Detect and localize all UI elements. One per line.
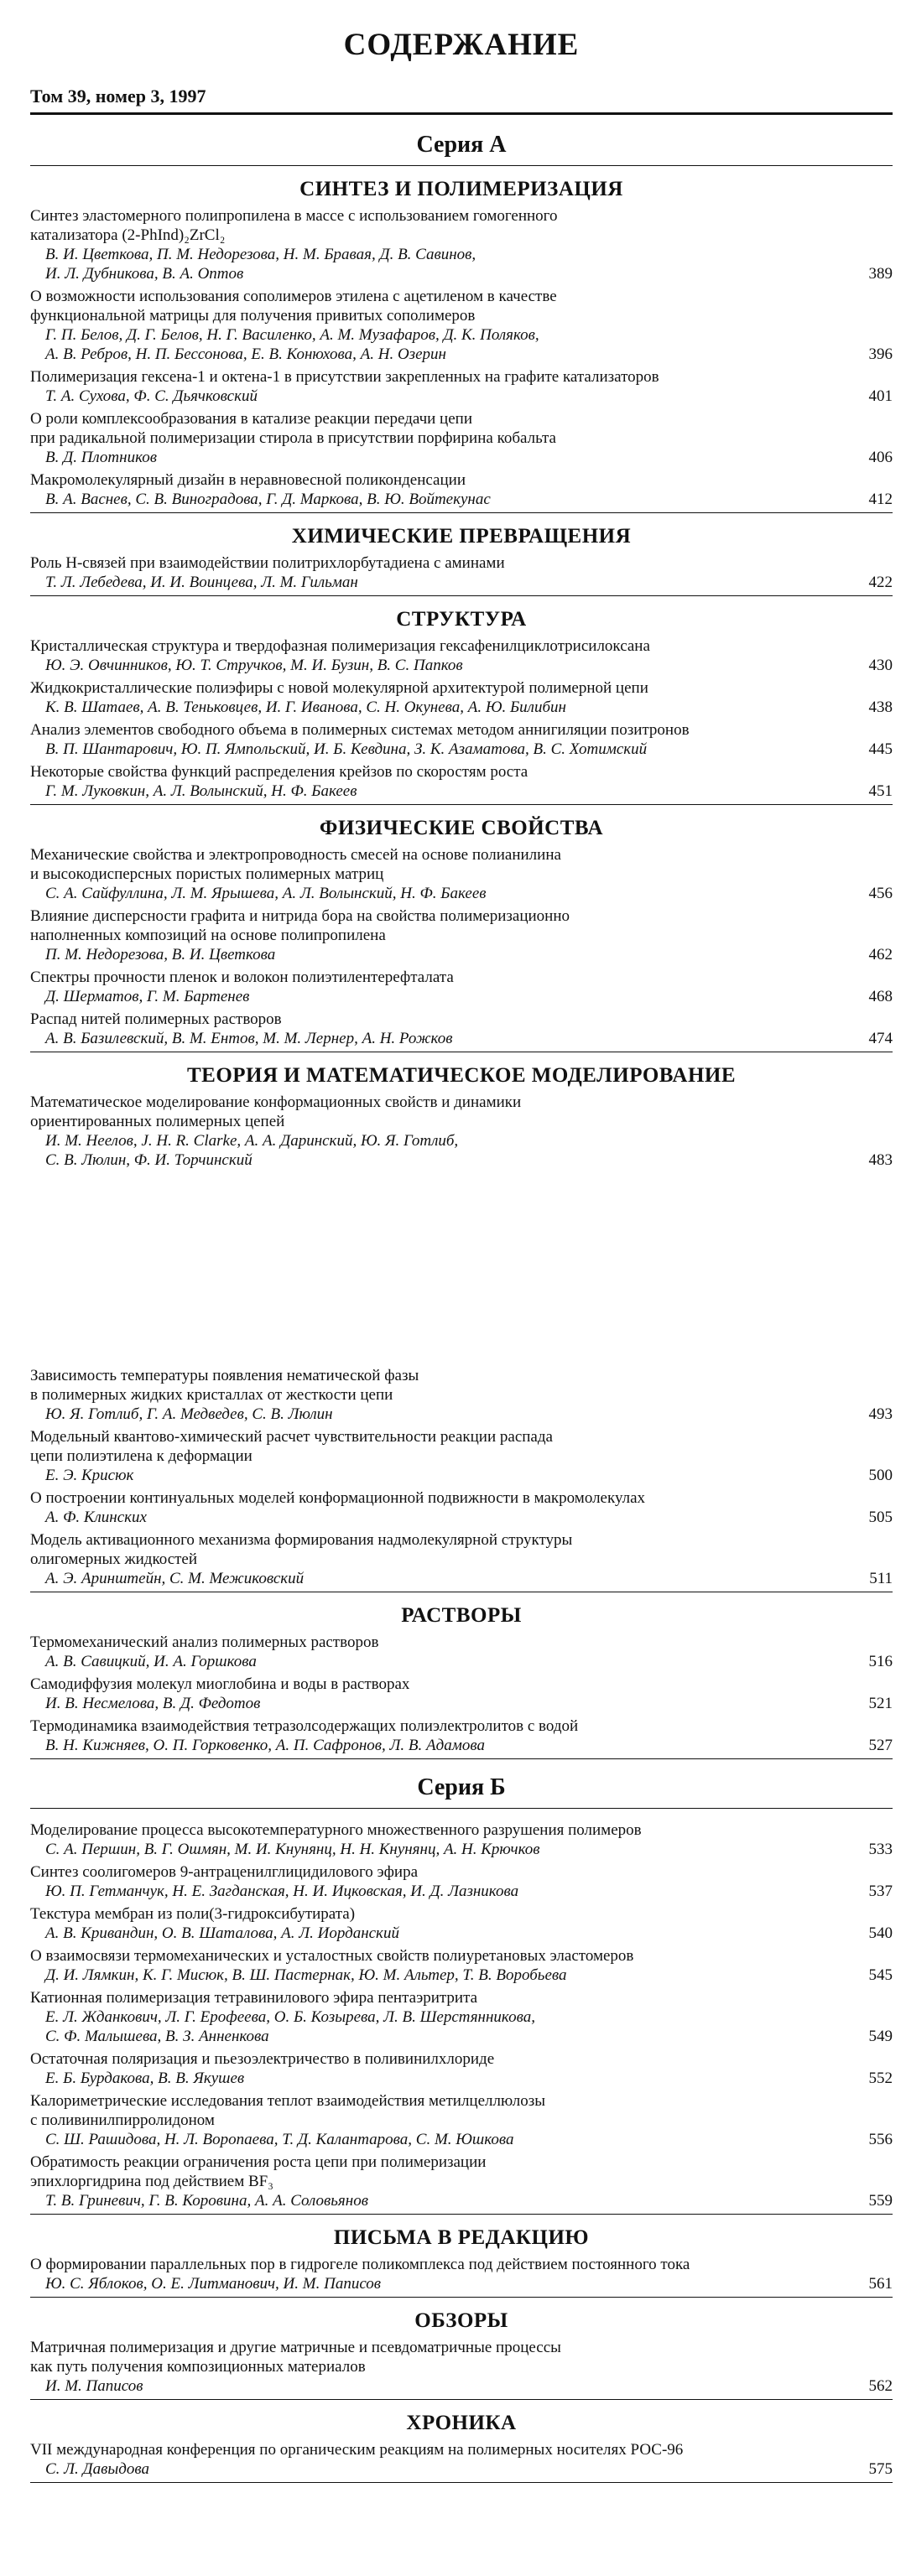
entry-authors-line: В. И. Цветкова, П. М. Недорезова, Н. М. Бравая, Д. В. Савинов,: [45, 246, 476, 263]
entry-authors-line: С. В. Люлин, Ф. И. Торчинский: [45, 1151, 253, 1169]
toc-entry: [30, 1946, 893, 1985]
entry-page-number: 545: [868, 1966, 893, 1984]
toc-entry: [30, 206, 893, 283]
entry-authors-line: Е. Э. Крисюк: [45, 1467, 134, 1484]
entry-authors-line: С. А. Сайфуллина, Л. М. Ярышева, А. Л. Волынский, Н. Ф. Бакеев: [45, 885, 487, 902]
entry-title-line: Обратимость реакции ограничения роста цепи при полимеризации: [30, 2153, 487, 2171]
entry-page-number: 505: [868, 1509, 893, 1526]
entry-page-number: 559: [868, 2192, 893, 2210]
entry-authors-line: И. М. Паписов: [45, 2377, 143, 2395]
entry-authors-line: Г. П. Белов, Д. Г. Белов, Н. Г. Василенко, А. М. Музафаров, Д. К. Поляков,: [45, 326, 539, 344]
toc-section: [30, 1064, 893, 1592]
entry-authors-line: И. М. Неелов, J. H. R. Clarke, А. А. Даринский, Ю. Я. Готлиб,: [45, 1132, 459, 1150]
entry-page-number: 516: [868, 1653, 893, 1670]
section-rule: [30, 2482, 893, 2483]
entry-title-line: Некоторые свойства функций распределения крейзов по скоростям роста: [30, 763, 528, 781]
entry-title-line: как путь получения композиционных материалов: [30, 2358, 366, 2376]
section-heading: СИНТЕЗ И ПОЛИМЕРИЗАЦИЯ: [299, 178, 623, 200]
toc-entry: [30, 1530, 893, 1588]
entry-authors-line: С. Ш. Рашидова, Н. Л. Воропаева, Т. Д. Калантарова, С. М. Юшкова: [45, 2131, 514, 2148]
entry-authors-line: А. В. Кривандин, О. В. Шаталова, А. Л. Иорданский: [45, 1924, 399, 1942]
entry-authors-line: В. Д. Плотников: [45, 449, 157, 466]
toc-section: [30, 2226, 893, 2298]
section-rule: [30, 2297, 893, 2298]
entry-title-line: Распад нитей полимерных растворов: [30, 1010, 282, 1028]
page-title: СОДЕРЖАНИЕ: [343, 28, 580, 62]
toc-entry: [30, 1488, 893, 1527]
section-heading: ПИСЬМА В РЕДАКЦИЮ: [333, 2226, 590, 2249]
entry-authors-line: Д. И. Лямкин, К. Г. Мисюк, В. Ш. Пастернак, Ю. М. Альтер, Т. В. Воробьева: [45, 1966, 567, 1984]
toc-entry: [30, 1988, 893, 2046]
entry-title-line: Механические свойства и электропроводность смесей на основе полианилина: [30, 846, 561, 864]
toc-entry: [30, 1862, 893, 1901]
entry-title-line: наполненных композиций на основе полипропилена: [30, 927, 386, 944]
entry-authors-line: А. Ф. Клинских: [45, 1509, 147, 1526]
entry-title-line: Синтез соолигомеров 9-антраценилглицидилового эфира: [30, 1863, 419, 1881]
entry-title-line: Катионная полимеризация тетравинилового эфира пентаэритрита: [30, 1989, 478, 2007]
series-b-list: [30, 1820, 893, 2215]
entry-title-line: Спектры прочности пленок и волокон полиэтилентерефталата: [30, 969, 454, 986]
entry-authors-line: Т. Л. Лебедева, И. И. Воинцева, Л. М. Гильман: [45, 574, 358, 591]
series-a-sections: [30, 178, 893, 1759]
entry-page-number: 462: [868, 946, 893, 963]
toc-entry: [30, 1716, 893, 1755]
section-rule: [30, 804, 893, 805]
entry-title-line: и высокодисперсных пористых полимерных матриц: [30, 865, 384, 883]
entry-page-number: 540: [868, 1924, 893, 1942]
toc-entry: [30, 1820, 893, 1859]
entry-title-line: Термомеханический анализ полимерных растворов: [30, 1633, 379, 1651]
section-rule: [30, 512, 893, 513]
entry-title-line: Остаточная поляризация и пьезоэлектричество в поливинилхлориде: [30, 2050, 495, 2068]
entry-page-number: 456: [868, 885, 893, 902]
entry-authors-line: Е. Б. Бурдакова, В. В. Якушев: [45, 2070, 245, 2087]
section-heading: СТРУКТУРА: [396, 608, 527, 631]
section-rule: [30, 2214, 893, 2215]
toc-entry: [30, 1675, 893, 1713]
toc-entry: [30, 553, 893, 592]
entry-authors-line: С. Ф. Малышева, В. З. Анненкова: [45, 2028, 269, 2045]
entry-page-number: 468: [868, 988, 893, 1005]
toc-entry: [30, 1427, 893, 1485]
toc-entry: [30, 1093, 893, 1170]
entry-title-line: О роли комплексообразования в катализе реакции передачи цепи: [30, 410, 472, 428]
entry-authors-line: Ю. П. Гетманчук, Н. Е. Загданская, Н. И. Ицковская, И. Д. Лазникова: [45, 1883, 519, 1900]
entry-title-line: Матричная полимеризация и другие матричные и псевдоматричные процессы: [30, 2339, 561, 2356]
entry-title-line: Модель активационного механизма формирования надмолекулярной структуры: [30, 1531, 573, 1549]
toc-entry: [30, 845, 893, 903]
section-heading: ХИМИЧЕСКИЕ ПРЕВРАЩЕНИЯ: [291, 525, 632, 548]
section-heading: ОБЗОРЫ: [414, 2309, 508, 2332]
entry-authors-line: А. В. Базилевский, В. М. Ентов, М. М. Лернер, А. Н. Рожков: [45, 1030, 453, 1047]
entry-authors-line: И. Л. Дубникова, В. А. Оптов: [45, 265, 244, 283]
entry-title-line: функциональной матрицы для получения привитых сополимеров: [30, 307, 476, 325]
entry-page-number: 549: [868, 2028, 893, 2045]
entry-title-line: олигомерных жидкостей: [30, 1550, 198, 1568]
toc-entry: [30, 409, 893, 467]
toc-entry: [30, 2255, 893, 2293]
entry-title-line: Макромолекулярный дизайн в неравновесной поликонденсации: [30, 471, 466, 489]
toc-entry: [30, 1904, 893, 1943]
toc-entry: [30, 2049, 893, 2088]
toc-entry: [30, 678, 893, 717]
toc-entry: [30, 470, 893, 509]
toc-entry: [30, 2153, 893, 2210]
entry-authors-line: Г. М. Луковкин, А. Л. Волынский, Н. Ф. Бакеев: [45, 782, 357, 800]
entry-page-number: 561: [868, 2275, 893, 2293]
entry-authors-line: А. Э. Аринштейн, С. М. Межиковский: [45, 1570, 305, 1587]
entry-page-number: 533: [868, 1841, 893, 1858]
entry-title-line: Модельный квантово-химический расчет чувствительности реакции распада: [30, 1428, 553, 1446]
series-a-heading: Серия А: [30, 132, 893, 166]
toc-page: [30, 0, 893, 2483]
entry-page-number: 412: [868, 491, 893, 508]
toc-section: [30, 817, 893, 1052]
entry-page-number: 511: [869, 1570, 893, 1587]
toc-entry: [30, 367, 893, 406]
entry-title-line: в полимерных жидких кристаллах от жесткости цепи: [30, 1386, 393, 1404]
toc-section: [30, 1604, 893, 1759]
entry-authors-line: Д. Шерматов, Г. М. Бартенев: [45, 988, 250, 1005]
entry-page-number: 552: [868, 2070, 893, 2087]
toc-entry: [30, 762, 893, 801]
entry-title-line: Влияние дисперсности графита и нитрида бора на свойства полимеризационно: [30, 907, 570, 925]
entry-page-number: 396: [868, 345, 893, 363]
series-b-heading: Серия Б: [30, 1774, 893, 1809]
entry-authors-line: К. В. Шатаев, А. В. Теньковцев, И. Г. Иванова, С. Н. Окунева, А. Ю. Билибин: [45, 699, 566, 716]
entry-title-line: Моделирование процесса высокотемпературного множественного разрушения полимеров: [30, 1821, 642, 1839]
toc-entry: [30, 968, 893, 1006]
section-rule: [30, 2399, 893, 2400]
toc-entry: [30, 2338, 893, 2396]
entry-authors-line: Т. А. Сухова, Ф. С. Дьячковский: [45, 387, 258, 405]
entry-authors-line: А. В. Савицкий, И. А. Горшкова: [45, 1653, 257, 1670]
entry-page-number: 445: [868, 740, 893, 758]
issue-line: Том 39, номер 3, 1997: [30, 86, 893, 115]
entry-page-number: 483: [868, 1151, 893, 1169]
entry-page-number: 500: [868, 1467, 893, 1484]
entry-title-line: VII международная конференция по органическим реакциям на полимерных носителях РОС-96: [30, 2441, 684, 2459]
blank-space: [30, 1173, 893, 1366]
entry-page-number: 562: [868, 2377, 893, 2395]
entry-page-number: 430: [868, 657, 893, 674]
entry-page-number: 537: [868, 1883, 893, 1900]
section-rule: [30, 1758, 893, 1759]
entry-authors-line: В. А. Васнев, С. В. Виноградова, Г. Д. Маркова, В. Ю. Войтекунас: [45, 491, 491, 508]
entry-title-line: О возможности использования сополимеров этилена с ацетиленом в качестве: [30, 288, 557, 305]
entry-page-number: 406: [868, 449, 893, 466]
entry-title-line: эпихлоргидрина под действием BF₃: [30, 2173, 273, 2190]
entry-authors-line: Т. В. Гриневич, Г. В. Коровина, А. А. Соловьянов: [45, 2192, 368, 2210]
section-heading: ФИЗИЧЕСКИЕ СВОЙСТВА: [319, 817, 604, 839]
entry-authors-line: С. А. Першин, В. Г. Ошмян, М. И. Кнунянц, Н. Н. Кнунянц, А. Н. Крючков: [45, 1841, 540, 1858]
toc-entry: [30, 1633, 893, 1671]
entry-title-line: Роль Н-связей при взаимодействии политрихлорбутадиена с аминами: [30, 554, 505, 572]
toc-entry: [30, 2440, 893, 2479]
toc-section: [30, 608, 893, 805]
toc-section: [30, 2309, 893, 2400]
entry-authors-line: Ю. Я. Готлиб, Г. А. Медведев, С. В. Люлин: [45, 1405, 333, 1423]
entry-title-line: при радикальной полимеризации стирола в присутствии порфирина кобальта: [30, 429, 556, 447]
entry-page-number: 422: [868, 574, 893, 591]
entry-title-line: Анализ элементов свободного объема в полимерных системах методом аннигиляции позитронов: [30, 721, 690, 739]
entry-title-line: ориентированных полимерных цепей: [30, 1113, 285, 1130]
entry-title-line: Текстура мембран из поли(3-гидроксибутирата): [30, 1905, 356, 1923]
toc-entry: [30, 720, 893, 759]
entry-authors-line: Ю. С. Яблоков, О. Е. Литманович, И. М. Паписов: [45, 2275, 382, 2293]
toc-entry: [30, 636, 893, 675]
entry-authors-line: Е. Л. Жданкович, Л. Г. Ерофеева, О. Б. Козырева, Л. В. Шерстянникова,: [45, 2008, 535, 2026]
entry-authors-line: А. В. Ребров, Н. П. Бессонова, Е. В. Конюхова, А. Н. Озерин: [45, 345, 446, 363]
toc-entry: [30, 1366, 893, 1424]
entry-title-line: О взаимосвязи термомеханических и усталостных свойств полиуретановых эластомеров: [30, 1947, 634, 1965]
entry-authors-line: Ю. Э. Овчинников, Ю. Т. Стручков, М. И. Бузин, В. С. Папков: [45, 657, 463, 674]
entry-page-number: 401: [868, 387, 893, 405]
entry-title-line: цепи полиэтилена к деформации: [30, 1447, 253, 1465]
entry-authors-line: В. Н. Кижняев, О. П. Горковенко, А. П. Сафронов, Л. В. Адамова: [45, 1737, 485, 1754]
entry-title-line: Калориметрические исследования теплот взаимодействия метилцеллюлозы: [30, 2092, 545, 2110]
toc-entry: [30, 1010, 893, 1048]
toc-entry: [30, 906, 893, 964]
entry-page-number: 474: [868, 1030, 893, 1047]
toc-section: [30, 178, 893, 513]
entry-title-line: Термодинамика взаимодействия тетразолсодержащих полиэлектролитов с водой: [30, 1717, 579, 1735]
entry-title-line: с поливинилпирролидоном: [30, 2111, 215, 2129]
entry-title-line: Зависимость температуры появления нематической фазы: [30, 1367, 419, 1384]
entry-title-line: Математическое моделирование конформационных свойств и динамики: [30, 1093, 522, 1111]
toc-section: [30, 2412, 893, 2483]
tail-sections: [30, 2226, 893, 2483]
toc-section: [30, 525, 893, 596]
entry-page-number: 438: [868, 699, 893, 716]
entry-title-line: Самодиффузия молекул миоглобина и воды в растворах: [30, 1675, 410, 1693]
entry-page-number: 575: [868, 2460, 893, 2478]
entry-title-line: О формировании параллельных пор в гидрогеле поликомплекса под действием постоянного тока: [30, 2256, 690, 2273]
entry-title-line: О построении континуальных моделей конформационной подвижности в макромолекулах: [30, 1489, 646, 1507]
entry-title-line: Синтез эластомерного полипропилена в массе с использованием гомогенного: [30, 207, 558, 225]
entry-title-line: Жидкокристаллические полиэфиры с новой молекулярной архитектурой полимерной цепи: [30, 679, 648, 697]
toc-entry: [30, 287, 893, 364]
section-heading: РАСТВОРЫ: [401, 1604, 522, 1627]
entry-title-line: Полимеризация гексена-1 и октена-1 в присутствии закрепленных на графите катализаторов: [30, 368, 659, 386]
entry-page-number: 493: [868, 1405, 893, 1423]
entry-title-line: Кристаллическая структура и твердофазная полимеризация гексафенилциклотрисилоксана: [30, 637, 650, 655]
toc-entry: [30, 2091, 893, 2149]
entry-authors-line: В. П. Шантарович, Ю. П. Ямпольский, И. Б. Кевдина, З. К. Азаматова, В. С. Хотимский: [45, 740, 648, 758]
entry-title-line: катализатора (2-PhInd)₂ZrCl₂: [30, 226, 226, 244]
entry-page-number: 527: [868, 1737, 893, 1754]
entry-authors-line: П. М. Недорезова, В. И. Цветкова: [45, 946, 276, 963]
entry-page-number: 556: [868, 2131, 893, 2148]
section-rule: [30, 595, 893, 596]
entry-authors-line: И. В. Несмелова, В. Д. Федотов: [45, 1695, 261, 1712]
entry-page-number: 521: [868, 1695, 893, 1712]
entry-page-number: 451: [868, 782, 893, 800]
entry-authors-line: С. Л. Давыдова: [45, 2460, 149, 2478]
section-heading: ХРОНИКА: [406, 2412, 517, 2434]
entry-page-number: 389: [868, 265, 893, 283]
section-heading: ТЕОРИЯ И МАТЕМАТИЧЕСКОЕ МОДЕЛИРОВАНИЕ: [186, 1064, 737, 1087]
